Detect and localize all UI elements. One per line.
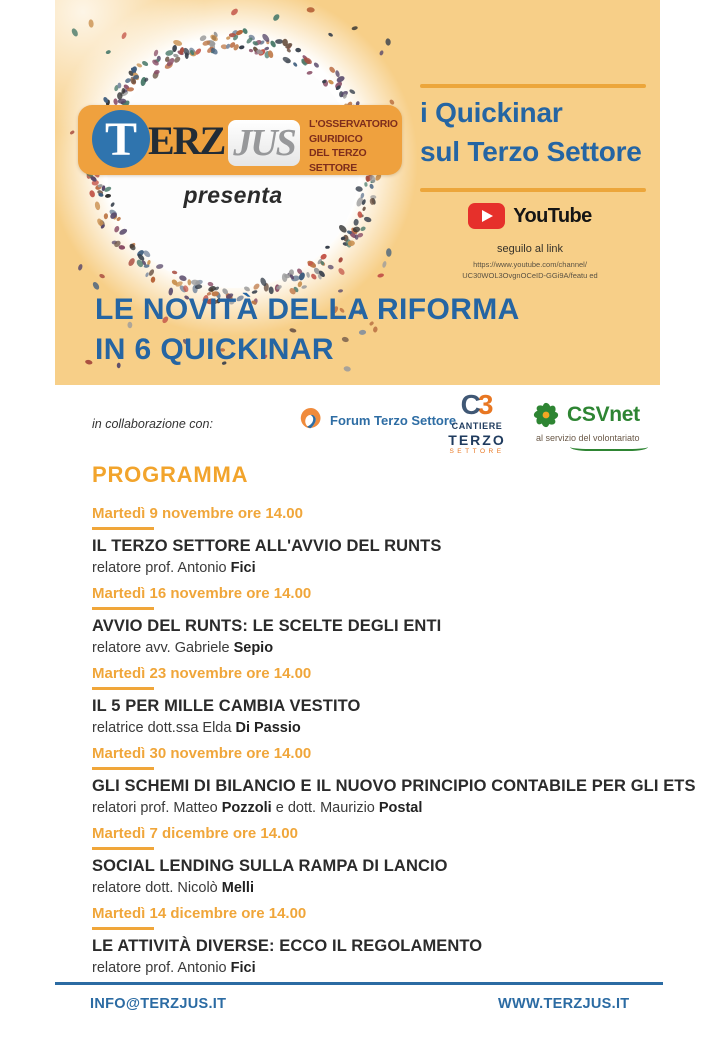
program-entry-6 xyxy=(92,905,667,977)
series-title xyxy=(420,93,642,171)
logo-jus-box xyxy=(228,120,300,166)
cantiere-line3: SETTORE xyxy=(449,448,505,455)
logo-tagline xyxy=(309,117,401,175)
headline-line2: IN 6 QUICKINAR xyxy=(95,333,334,366)
entry-title: IL 5 PER MILLE CAMBIA VESTITO xyxy=(92,697,361,715)
entry-title: GLI SCHEMI DI BILANCIO E IL NUOVO PRINCIPIO CONTABILE PER GLI ETS xyxy=(92,777,696,795)
program-entry-5 xyxy=(92,825,667,897)
entry-date-underline xyxy=(92,687,154,690)
entry-title: LE ATTIVITÀ DIVERSE: ECCO IL REGOLAMENTO xyxy=(92,937,483,955)
csvnet-wordmark: CSVnet xyxy=(567,403,640,426)
c3-digit-3: 3 xyxy=(477,389,494,420)
entry-date: Martedì 30 novembre ore 14.00 xyxy=(92,745,312,762)
tagline-line1: L'OSSERVATORIO xyxy=(309,118,398,130)
csvnet-logo xyxy=(530,399,670,451)
footer-divider xyxy=(55,982,663,985)
csvnet-top xyxy=(530,399,670,431)
url-line1: https://www.youtube.com/channel/ xyxy=(473,260,587,269)
tagline-line3: DEL TERZO SETTORE xyxy=(309,147,367,174)
entry-date-underline xyxy=(92,847,154,850)
cantiere-line2: TERZO xyxy=(448,432,506,448)
divider-top xyxy=(420,84,646,88)
youtube-play-icon xyxy=(468,203,505,229)
entry-date: Martedì 7 dicembre ore 14.00 xyxy=(92,825,298,842)
youtube-channel-url xyxy=(400,259,660,281)
entry-date-underline xyxy=(92,607,154,610)
entry-speaker: relatore prof. Antonio Fici xyxy=(92,960,256,976)
footer-website: WWW.TERZJUS.IT xyxy=(498,996,630,1012)
program-entry-3 xyxy=(92,665,667,737)
youtube-wordmark: YouTube xyxy=(513,204,592,227)
forum-swirl-icon xyxy=(298,407,324,433)
entry-date: Martedì 16 novembre ore 14.00 xyxy=(92,585,312,602)
csvnet-pinwheel-icon xyxy=(530,399,562,431)
csvnet-subtitle: al servizio del volontariato xyxy=(536,433,640,443)
entry-date: Martedì 9 novembre ore 14.00 xyxy=(92,505,303,522)
forum-label: Forum Terzo Settore xyxy=(330,412,457,428)
cantiere-terzo-settore-logo xyxy=(438,391,516,456)
presenta-text: presenta xyxy=(183,182,283,208)
url-line2: UC30WOL3OvgnOCeID-GGi9A/featu ed xyxy=(462,271,598,280)
program-section xyxy=(92,462,696,985)
series-title-line1: i Quickinar xyxy=(420,97,563,128)
program-title: PROGRAMMA xyxy=(92,462,249,487)
entry-speaker: relatore prof. Antonio Fici xyxy=(92,560,256,576)
entry-title: AVVIO DEL RUNTS: LE SCELTE DEGLI ENTI xyxy=(92,617,442,635)
header-banner xyxy=(55,0,660,385)
entry-speaker: relatori prof. Matteo Pozzoli e dott. Maurizio Postal xyxy=(92,800,423,816)
partners-label: in collaborazione con: xyxy=(92,417,213,431)
entry-date-underline xyxy=(92,767,154,770)
terzjus-logo xyxy=(78,105,402,175)
entry-speaker: relatore avv. Gabriele Sepio xyxy=(92,640,274,656)
entry-title: IL TERZO SETTORE ALL'AVVIO DEL RUNTS xyxy=(92,537,442,555)
youtube-logo xyxy=(400,203,660,229)
forum-terzo-settore-logo xyxy=(298,407,456,433)
csvnet-swoosh xyxy=(570,443,648,451)
program-entry-1 xyxy=(92,505,667,577)
entry-title: SOCIAL LENDING SULLA RAMPA DI LANCIO xyxy=(92,857,448,875)
entry-date: Martedì 14 dicembre ore 14.00 xyxy=(92,905,307,922)
divider-bottom xyxy=(420,188,646,192)
tagline-line2: GIURIDICO xyxy=(309,132,363,145)
headline-line1: LE NOVITÀ DELLA RIFORMA xyxy=(95,293,520,326)
program-entry-2 xyxy=(92,585,667,657)
poster-headline xyxy=(95,290,520,370)
entry-speaker: relatrice dott.ssa Elda Di Passio xyxy=(92,720,301,736)
logo-letter-t: T xyxy=(104,112,137,166)
footer-email: INFO@TERZJUS.IT xyxy=(90,996,227,1012)
entry-date: Martedì 23 novembre ore 14.00 xyxy=(92,665,312,682)
partners-row xyxy=(0,389,720,465)
series-title-line2: sul Terzo Settore xyxy=(420,136,642,167)
entry-speaker: relatore dott. Nicolò Melli xyxy=(92,880,254,896)
c3-mark xyxy=(438,391,516,419)
terzjus-t-icon xyxy=(92,110,150,168)
entry-date-underline xyxy=(92,927,154,930)
cantiere-line1: CANTIERE xyxy=(451,421,503,431)
program-entry-4 xyxy=(92,745,696,817)
logo-erz: ERZ xyxy=(148,118,225,163)
follow-hint: seguilo al link xyxy=(496,243,564,255)
c3-letter-c: C xyxy=(460,389,478,420)
logo-jus: JUS xyxy=(233,122,295,164)
entry-date-underline xyxy=(92,527,154,530)
